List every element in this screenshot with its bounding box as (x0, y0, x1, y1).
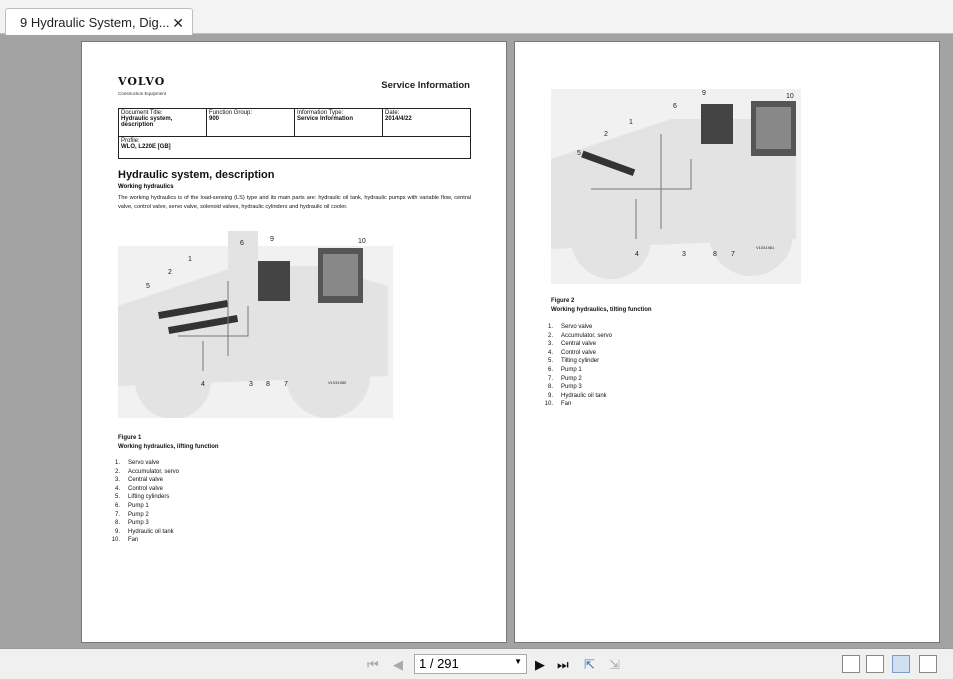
legend-label: Servo valve (561, 324, 593, 330)
legend-item (535, 393, 612, 402)
legend-item (535, 376, 612, 385)
legend-number: 7. (547, 375, 553, 382)
legend-number: 3. (114, 477, 120, 484)
doc-title-label: Document Title: (121, 110, 163, 116)
date-value: 2014/4/22 (385, 116, 412, 122)
legend-number: 8. (114, 520, 120, 527)
document-tab[interactable] (5, 8, 193, 35)
legend-label: Accumulator, servo (128, 468, 180, 475)
page-number-input[interactable] (414, 654, 527, 674)
document-info-table (118, 108, 471, 159)
doc-title-value: Hydraulic system, description (121, 116, 173, 128)
legend-number: 4. (114, 485, 120, 492)
figure-label: Figure 2 (551, 298, 575, 304)
callout-7: 7 (284, 381, 288, 388)
legend-label: Pump 1 (128, 502, 149, 509)
legend-item (102, 469, 179, 478)
legend-label: Pump 3 (128, 520, 149, 527)
pdf-page-1 (81, 41, 507, 643)
figure-2-caption (551, 297, 652, 315)
two-page-continuous-view-icon[interactable] (919, 655, 937, 673)
legend-item (102, 537, 179, 546)
callout-4: 4 (635, 251, 639, 258)
legend-label: Hydraulic oil tank (561, 392, 607, 399)
figure-id: V1031981 (756, 245, 775, 250)
callout-8: 8 (266, 381, 270, 388)
legend-label: Pump 1 (561, 366, 582, 373)
legend-label: Pump 2 (128, 511, 149, 518)
legend-item (102, 494, 179, 503)
legend-number: 1. (114, 460, 120, 466)
forward-view-icon[interactable]: ⇲ (609, 657, 620, 672)
legend-number: 2. (114, 468, 120, 475)
legend-number: 2. (547, 332, 553, 339)
date-label: Date: (385, 110, 400, 116)
last-page-icon[interactable]: ⏭ (557, 657, 569, 672)
legend-number: 1. (547, 324, 553, 330)
legend-label: Fan (561, 401, 572, 408)
section-subtitle: Working hydraulics (118, 184, 174, 190)
legend-item (102, 503, 179, 512)
figure-title: Working hydraulics, tilting function (551, 307, 652, 313)
callout-5: 5 (577, 150, 581, 157)
figure-label: Figure 1 (118, 435, 142, 441)
legend-item (535, 401, 612, 410)
continuous-view-icon[interactable] (866, 655, 884, 673)
callout-5: 5 (146, 283, 150, 290)
callout-10: 10 (786, 93, 794, 100)
callout-2: 2 (604, 131, 608, 138)
legend-number: 9. (547, 392, 553, 399)
legend-number: 8. (547, 384, 553, 391)
legend-label: Tilting cylinder (561, 358, 600, 365)
callout-4: 4 (201, 381, 205, 388)
callout-10: 10 (358, 238, 366, 245)
figure-1-illustration (118, 226, 393, 418)
service-information-header: Service Information (381, 80, 470, 91)
callout-1: 1 (188, 256, 192, 263)
figure-title: Working hydraulics, lifting function (118, 444, 219, 450)
figure-1-caption (118, 434, 219, 452)
first-page-icon[interactable]: ⏮ (367, 657, 379, 672)
function-group-value: 900 (209, 116, 220, 122)
previous-page-icon[interactable]: ◀ (393, 657, 403, 672)
legend-number: 4. (547, 349, 553, 356)
callout-8: 8 (713, 251, 717, 258)
legend-item (535, 324, 612, 333)
tab-title: 9 Hydraulic System, Dig... (20, 15, 170, 30)
profile-value: WLO, L220E [GB] (121, 144, 171, 150)
chevron-down-icon[interactable]: ▼ (514, 657, 522, 666)
next-page-icon[interactable]: ▶ (535, 657, 545, 672)
callout-3: 3 (682, 251, 686, 258)
legend-number: 7. (114, 511, 120, 518)
legend-label: Fan (128, 537, 139, 544)
callout-9: 9 (270, 236, 274, 243)
legend-number: 10. (111, 537, 120, 544)
close-tab-icon[interactable]: ✕ (172, 15, 184, 31)
legend-item (535, 384, 612, 393)
callout-6: 6 (240, 240, 244, 247)
callout-7: 7 (731, 251, 735, 258)
profile-label: Profile: (121, 138, 140, 144)
two-page-view-icon[interactable] (892, 655, 910, 673)
legend-number: 5. (114, 494, 120, 501)
legend-item (535, 341, 612, 350)
legend-number: 6. (114, 502, 120, 509)
legend-label: Hydraulic oil tank (128, 528, 174, 535)
legend-number: 9. (114, 528, 120, 535)
legend-item (102, 460, 179, 469)
info-type-label: Information Type: (297, 110, 344, 116)
callout-9: 9 (702, 90, 706, 97)
back-view-icon[interactable]: ⇱ (584, 657, 595, 672)
page-number-value: 1 / 291 (419, 656, 459, 671)
figure-1-legend (102, 460, 179, 546)
callout-2: 2 (168, 269, 172, 276)
legend-label: Central valve (128, 477, 164, 484)
legend-item (535, 350, 612, 359)
legend-number: 10. (544, 401, 553, 408)
legend-number: 5. (547, 358, 553, 365)
pdf-page-2 (514, 41, 940, 643)
bottom-toolbar (0, 648, 953, 679)
tab-bar (0, 0, 953, 34)
description-paragraph: The working hydraulics is of the load-sensing (LS) type and its main parts are: hydraulic oil tank, hydraulic pumps with variable flow, central valve, control valve, servo valve, solenoid valves, hydraulic cylinders and hydraulic oil cooler. (118, 195, 471, 210)
legend-label: Central valve (561, 341, 597, 348)
legend-label: Pump 2 (561, 375, 582, 382)
legend-item (102, 486, 179, 495)
legend-label: Lifting cylinders (128, 494, 170, 501)
function-group-label: Function Group: (209, 110, 253, 116)
legend-item (535, 333, 612, 342)
legend-label: Pump 3 (561, 384, 582, 391)
legend-item (102, 520, 179, 529)
section-title: Hydraulic system, description (118, 169, 275, 181)
single-page-view-icon[interactable] (842, 655, 860, 673)
legend-item (102, 529, 179, 538)
legend-item (102, 477, 179, 486)
info-type-value: Service Information (297, 116, 354, 122)
legend-item (535, 367, 612, 376)
logo-subtitle: Construction Equipment (118, 91, 167, 96)
figure-id: V1031980 (328, 380, 347, 385)
legend-item (102, 512, 179, 521)
legend-item (535, 358, 612, 367)
callout-1: 1 (629, 119, 633, 126)
figure-2-legend (535, 324, 612, 410)
legend-label: Control valve (128, 485, 164, 492)
legend-label: Servo valve (128, 460, 160, 466)
figure-2-illustration (551, 89, 801, 284)
legend-number: 6. (547, 366, 553, 373)
volvo-logo: VOLVO (118, 75, 166, 88)
legend-label: Accumulator, servo (561, 332, 613, 339)
legend-label: Control valve (561, 349, 597, 356)
callout-3: 3 (249, 381, 253, 388)
legend-number: 3. (547, 341, 553, 348)
callout-6: 6 (673, 103, 677, 110)
